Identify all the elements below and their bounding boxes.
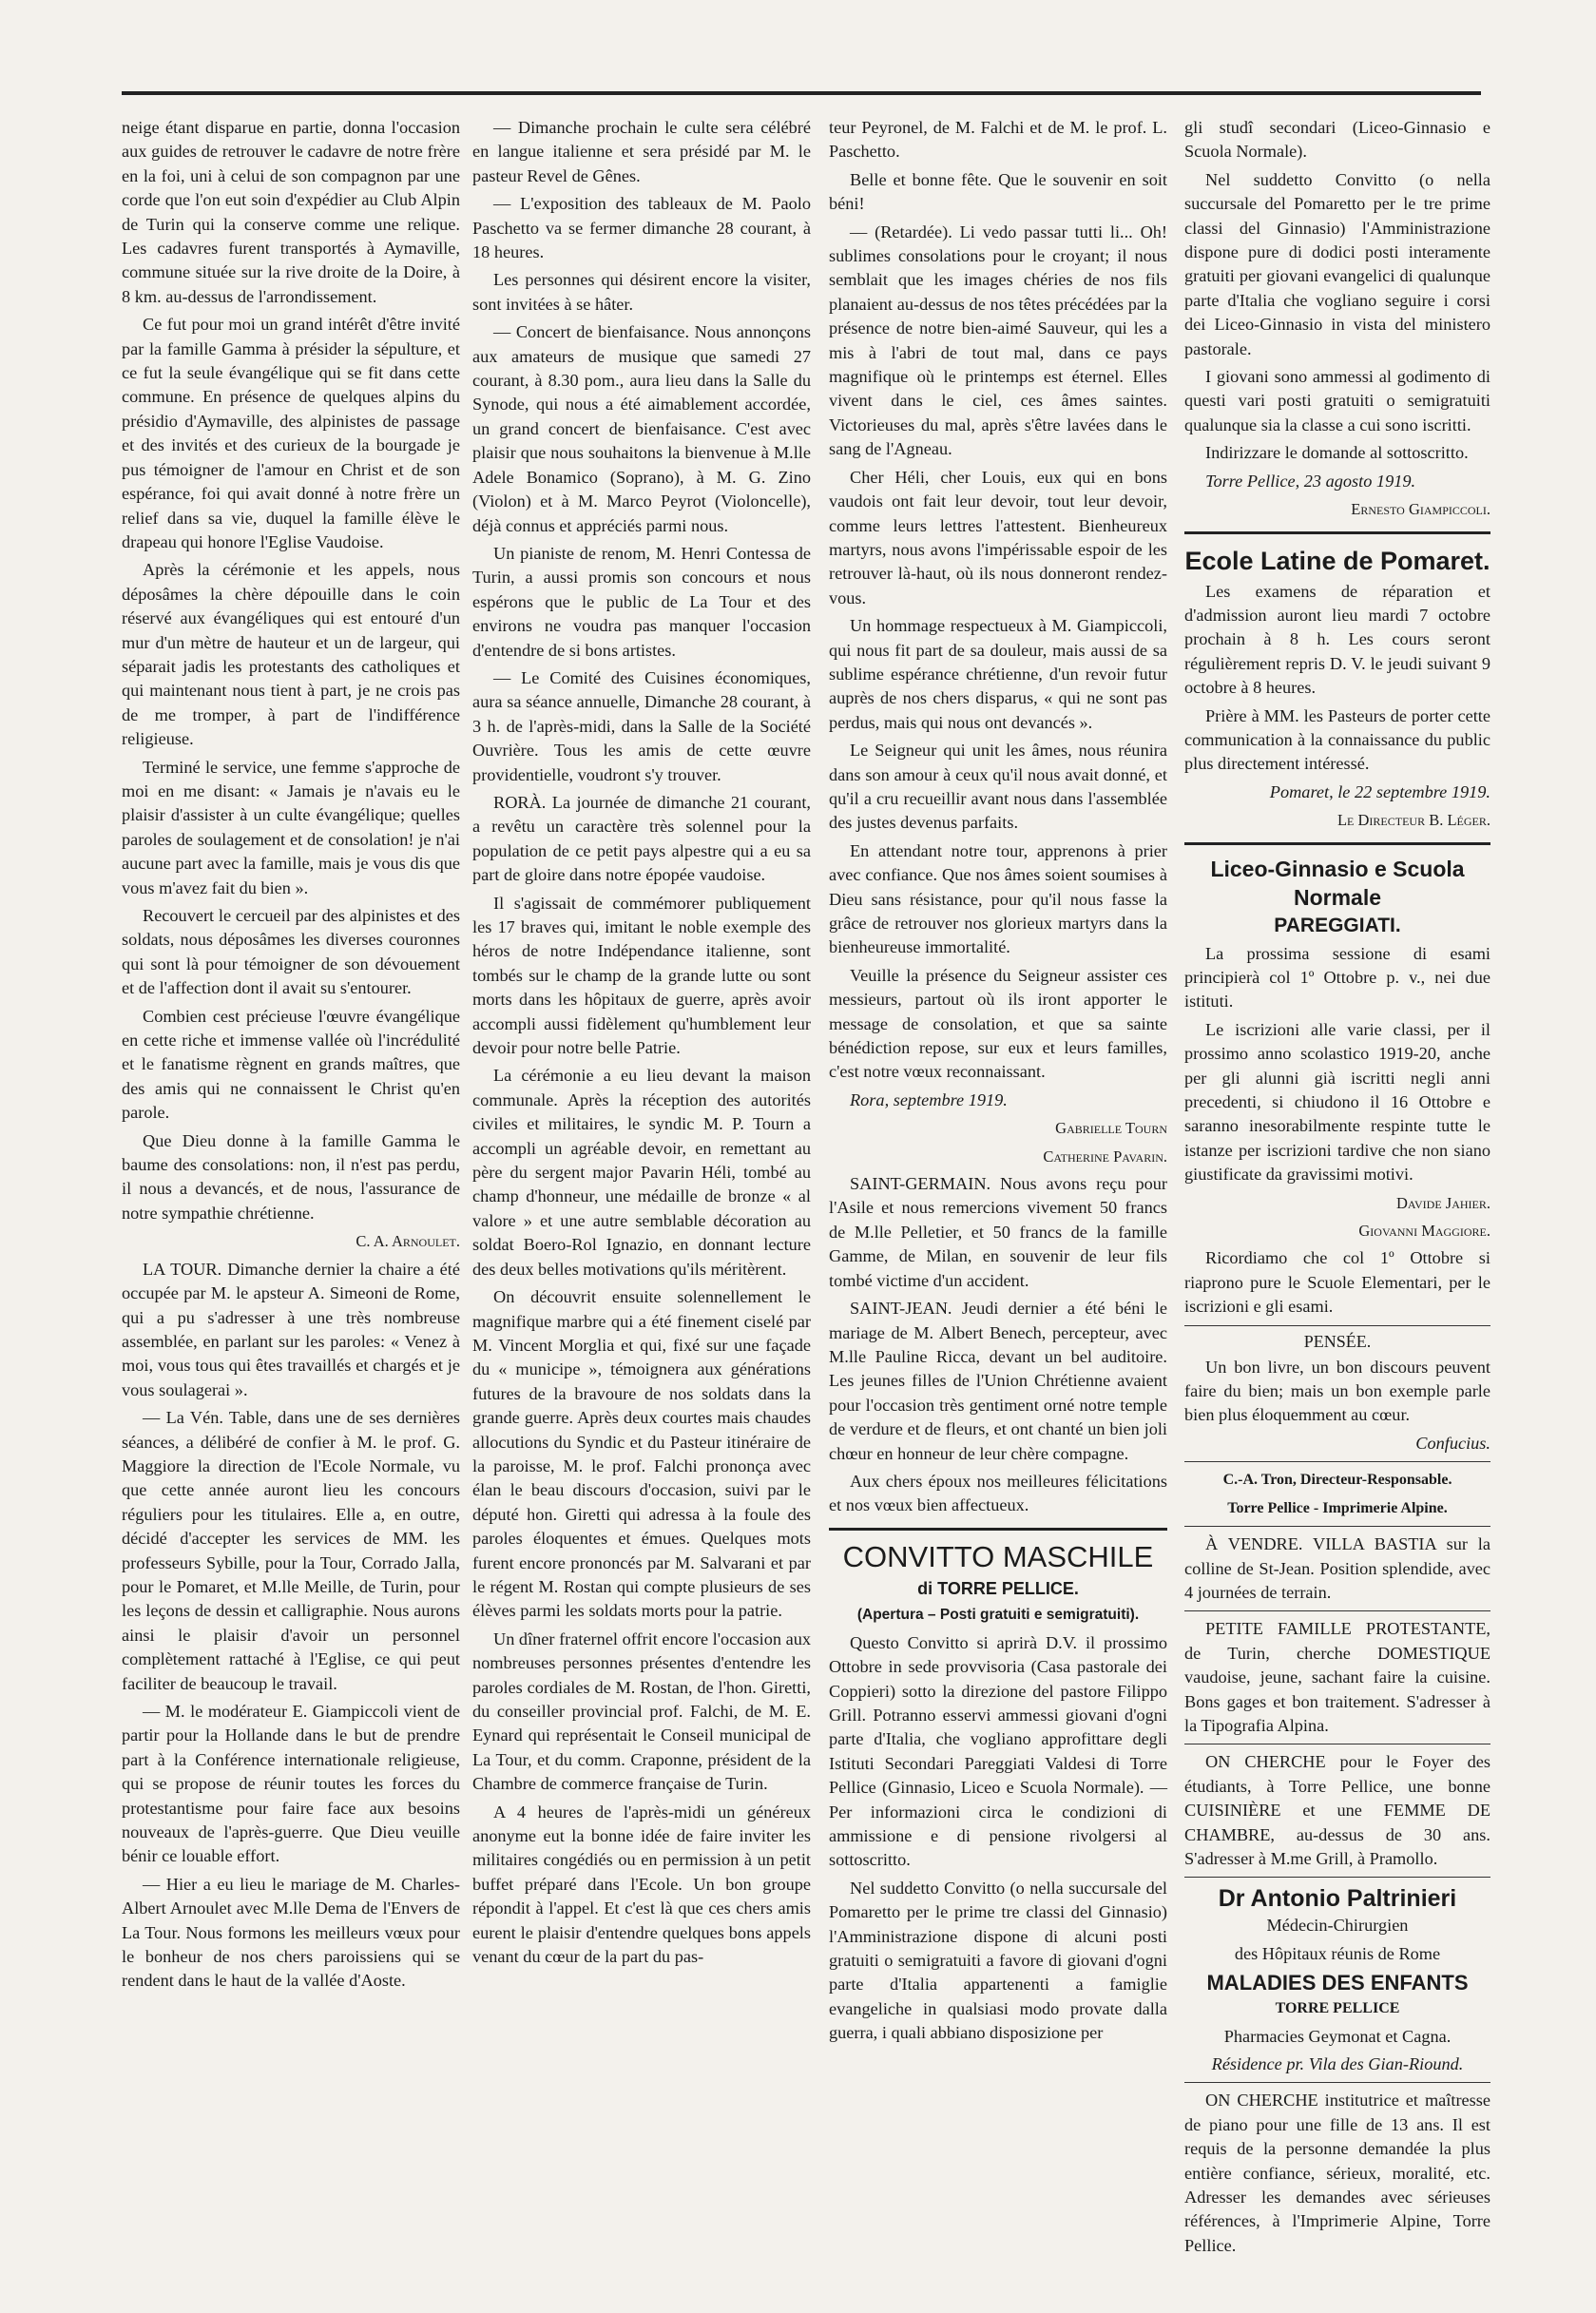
quote-author: Confucius. [1415,1433,1490,1453]
article-paragraph: — (Retardée). Li vedo passar tutti li... Oh! sublimes consolations pour le croyant; il nous semblait que les images chéries de nos fils planaient au-dessus de nos têtes précédées par la présence de notre bien-aimé Sauveur, qui les a mis à l'abri de tout mal, dans ce pays magnifique où le printemps est éternel. Elles vivent dans le ciel, ces âmes saintes. Victorieuses du mal, après s'être lavées dans le sang de l'Agneau. [829,222,1167,459]
article-paragraph: Ricordiamo che col 1º Ottobre si riaprono pure le Scuole Elementari, per le iscrizioni e gli esami. [1184,1248,1490,1317]
article-paragraph: LA TOUR. Dimanche dernier la chaire a été occupée par M. le apsteur A. Simeoni de Rome, qui a pu s'adresser à une très nombreuse assemblée, en parlant sur les paroles: « Venez à moi, vous tous qui êtes travaillés et chargés et je vous soulagerai ». [122,1259,460,1399]
signature: Catherine Pavarin. [1043,1147,1167,1166]
imprint-printer: Torre Pellice - Imprimerie Alpine. [1227,1499,1448,1516]
column-4 [1184,116,1490,2255]
article-paragraph: I giovani sono ammessi al godimento di questi vari posti gratuiti o semigratuiti qualunque sia la classe a cui sono iscritti. [1184,367,1490,434]
article-paragraph: Après la cérémonie et les appels, nous déposâmes la chère dépouille dans le coin réservé aux évangéliques qui est entouré d'un mur d'un mètre de hauteur et un de largeur, qui séparait jadis les protestants des catholiques et qui maintenant nous tient à part, je ne crois pas de me tromper, à part de l'indifférence religieuse. [122,560,460,749]
section-rule [1184,1610,1490,1611]
article-paragraph: Belle et bonne fête. Que le souvenir en soit béni! [829,169,1167,214]
article-paragraph: Combien cest précieuse l'œuvre évangélique en cette riche et immense vallée où l'incrédulité et le fanatisme règnent en grands maîtres, que des amis qui ne connaissent le Christ qu'en parole. [122,1006,460,1123]
article-paragraph: teur Peyronel, de M. Falchi et de M. le prof. L. Paschetto. [829,118,1167,162]
article-paragraph: — Le Comité des Cuisines économiques, aura sa séance annuelle, Dimanche 28 courant, à 3 h. de l'après-midi, dans la Salle de la Société Ouvrière. Tous les amis de cette œuvre providentielle, voudront s'y trouver. [472,667,811,784]
section-rule [1184,2082,1490,2083]
article-paragraph: Que Dieu donne à la famille Gamma le baume des consolations: non, il n'est pas perdu, il nous a devancés, et de nous, l'assurance de notre sympathie chrétienne. [122,1130,460,1223]
classified-ad: À VENDRE. VILLA BASTIA sur la colline de St-Jean. Position splendide, avec 4 journées de terrain. [1184,1534,1490,1602]
article-paragraph: — L'exposition des tableaux de M. Paolo Paschetto va se fermer dimanche 28 courant, à 18 heures. [472,194,811,262]
signature: Giovanni Maggiore. [1358,1222,1490,1241]
article-paragraph: La prossima sessione di esami principierà col 1º Ottobre p. v., nei due istituti. [1184,943,1490,1012]
doctor-specialty: MALADIES DES ENFANTS [1206,1971,1469,1995]
article-paragraph: — La Vén. Table, dans une de ses dernières séances, a délibéré de confier à M. le prof. G. Maggiore la direction de l'Ecole Normale, vu que cette année auront lieu les concours réguliers pour les titulaires. Elle a, en outre, décidé d'accepter les services de MM. les professeurs Sybille, pour la Tour, Corrado Jalla, pour le Pomaret, et M.lle Meille, de Turin, pour les leçons de dessin et calligraphie. Nous aurons ainsi le plaisir d'avoir un personnel complètement rattaché à l'Eglise, ce qui peut faciliter de beaucoup le travail. [122,1408,460,1693]
signature: C. A. Arnoulet. [356,1232,460,1251]
article-paragraph: Veuille la présence du Seigneur assister ces messieurs, partout où ils iront apporter le message de consolation, et que sa sainte bénédiction repose, sur eux et leurs familles, c'est notre vœux reconnaissant. [829,965,1167,1082]
doctor-line: des Hôpitaux réunis de Rome [1234,1943,1441,1963]
article-paragraph: Le Seigneur qui unit les âmes, nous réunira dans son amour à ceux qu'il nous avait donné, et qu'il a cru recueillir avant nous dans l'assemblée des justes devenus parfaits. [829,741,1167,833]
imprint-editor: C.-A. Tron, Directeur-Responsable. [1222,1472,1452,1489]
convitto-subtitle: di TORRE PELLICE. [917,1578,1079,1598]
article-paragraph: Nel suddetto Convitto (o nella succursale del Pomaretto per le tre prime classi del Ginnasio) l'Amministrazione dispone pure di dodici posti interamente gratuiti per giovani evangelici di qualunque parte d'Italia che vogliano seguire i corsi dei Liceo-Ginnasio in vista del ministero pastorale. [1184,169,1490,358]
convitto-title: CONVITTO MASCHILE [842,1539,1154,1573]
liceo-subtitle: PAREGGIATI. [1274,914,1401,936]
article-paragraph: — Dimanche prochain le culte sera célébré en langue italienne et sera présidé par M. le pasteur Revel de Gênes. [472,118,811,185]
top-rule [122,91,1481,95]
article-paragraph: neige étant disparue en partie, donna l'occasion aux guides de retrouver le cadavre de notre frère en la foi, uni à celui de son compagnon par une corde que l'on eut soin d'expédier au Club Alpin de Turin qui la conserve comme une relique. Les cadavres furent transportés à Aymaville, commune située sur la rive droite de la Doire, à 8 km. au-dessus de l'arrondissement. [122,118,460,306]
dateline: Rora, septembre 1919. [850,1089,1008,1109]
article-paragraph: La cérémonie a eu lieu devant la maison communale. Après la réception des autorités civiles et militaires, le syndic M. P. Tourn a accompli un agréable devoir, en remettant au père du sergent major Pavarin Héli, tombé au champ d'honneur, une médaille de bronze « al valore » et une autre semblable décoration au soldat Boero-Rol Ignazio, en donnant lecture des deux belles motivations qu'ils méritèrent. [472,1066,811,1279]
article-paragraph: Cher Héli, cher Louis, eux qui en bons vaudois ont fait leur devoir, tout leur devoir, comme leurs lettres l'attestent. Bienheureux martyrs, nous avons l'impérissable espoir de les retrouver là-haut, où ils nous donneront rendez-vous. [829,467,1167,607]
article-paragraph: RORÀ. La journée de dimanche 21 courant, a revêtu un caractère très solennel pour la population de ce petit pays alpestre qui a eu sa part de gloire dans notre épopée vaudoise. [472,792,811,885]
article-paragraph: Prière à MM. les Pasteurs de porter cette communication à la connaissance du public plus directement intéressé. [1184,705,1490,774]
article-paragraph: Ce fut pour moi un grand intérêt d'être invité par la famille Gamma à présider la sépulture, et ce fut la seule évangélique qui se fit dans cette commune. En présence de quelques alpins du présidio d'Aymaville, des alpinistes de passage et des invités et des curieux de la bourgade je pus témoigner de l'amour en Christ et de son espérance, foi qui avait donné à notre frère un relief dans sa vie, duquel la famille élève le drapeau qui honore l'Eglise Vaudoise. [122,315,460,551]
article-paragraph: gli studî secondari (Liceo-Ginnasio e Scuola Normale). [1184,118,1490,162]
article-paragraph: — Concert de bienfaisance. Nous annonçons aux amateurs de musique que samedi 27 courant, à 8.30 pom., aura lieu dans la Salle du Synode, qui nous a été aimablement accordée, un grand concert de bienfaisance. C'est avec plaisir que nous souhaitons la bienvenue à M.lle Adele Bonamico (Soprano), à M. G. Zino (Violon) et à M. Marco Peyrot (Violoncelle), déjà connus et appréciés parmi nous. [472,322,811,535]
column-3 [829,116,1167,2169]
signature: Ernesto Giampiccoli. [1351,500,1490,519]
section-rule [1184,1526,1490,1527]
signature: Le Directeur B. Léger. [1336,811,1490,830]
article-paragraph: SAINT-GERMAIN. Nous avons reçu pour l'Asile et nous remercions vivement 50 francs de M.lle Pelletier, et 50 francs de la famille Gamme, de Milan, en souvenir de leur fils tombé victime d'un accident. [829,1174,1167,1290]
article-paragraph: A 4 heures de l'après-midi un généreux anonyme eut la bonne idée de faire inviter les militaires congédiés ou en permission à un petit buffet préparé dans l'Ecole. Un bon groupe répondit à l'appel. Et c'est là que ces chers amis eurent le plaisir d'entendre quelques bons appels venant du cœur de la part du pas- [472,1802,811,1967]
quote-text: Un bon livre, un bon discours peuvent faire du bien; mais un bon exemple parle bien plus éloquemment au cœur. [1184,1357,1490,1425]
article-paragraph: Un dîner fraternel offrit encore l'occasion aux nombreuses personnes présentes d'entendre les paroles cordiales de M. Rostan, de l'hon. Giretti, du conseiller provincial prof. Falchi, de M. E. Eynard qui représentait le Conseil municipal de La Tour, et du comm. Craponne, président de la Chambre de commerce française de Turin. [472,1629,811,1794]
liceo-title: Liceo-Ginnasio e Scuola Normale [1210,856,1465,910]
article-paragraph: Questo Convitto si aprirà D.V. il prossimo Ottobre in sede provvisoria (Casa pastorale dei Coppieri) sotto la direzione del pastore Filippo Grill. Potranno esservi ammessi giovani d'ogni parte d'Italia, che vogliano approfittare degli Istituti Secondari Pareggiati Valdesi di Torre Pellice (Ginnasio, Liceo e Scuola Normale). — Per informazioni circa le condizioni di ammissione e di pensione rivolgersi al sottoscritto. [829,1632,1167,1870]
article-paragraph: Terminé le service, une femme s'approche de moi en me disant: « Jamais je n'avais eu le plaisir d'assister à un culte évangélique; quelles paroles de soulagement et de consolation! je n'ai aucune part avec la famille, mais je vous dis que vous m'avez fait du bien ». [122,757,460,897]
doctor-name: Dr Antonio Paltrinieri [1218,1885,1457,1913]
article-paragraph: SAINT-JEAN. Jeudi dernier a été béni le mariage de M. Albert Benech, percepteur, avec M.lle Pauline Ricca, devant un bel auditoire. Les jeunes filles de l'Union Chrétienne avaient pour l'occasion très gentiment orné notre temple de verdure et de fleurs, et ont chanté un bien joli chœur en honneur de leur chère compagne. [829,1299,1167,1463]
dateline: Pomaret, le 22 septembre 1919. [1269,781,1490,801]
convitto-tagline: (Apertura – Posti gratuiti e semigratuiti). [856,1606,1140,1623]
section-rule [1184,1461,1490,1462]
doctor-line: Résidence pr. Vila des Gian-Riound. [1211,2054,1464,2073]
article-paragraph: Les personnes qui désirent encore la visiter, sont invitées à se hâter. [472,270,811,314]
classified-ad: ON CHERCHE institutrice et maîtresse de piano pour une fille de 13 ans. Il est requis de la personne demandée la plus entière confiance, sérieux, moralité, etc. Adresser les demandes avec sérieuses références, à l'Imprimerie Alpine, Torre Pellice. [1184,2091,1490,2255]
section-rule [1184,1877,1490,1878]
ecole-title: Ecole Latine de Pomaret. [1184,546,1490,575]
section-rule [1184,531,1490,534]
signature: Gabrielle Tourn [1055,1119,1167,1138]
article-paragraph: — M. le modérateur E. Giampiccoli vient de partir pour la Hollande dans le but de prendre part à la Conférence internationale religieuse, qui se propose de réunir toutes les forces du protestantisme pour faire face aux besoins nouveaux de l'après-guerre. Que Dieu veuille bénir ce louable effort. [122,1702,460,1866]
article-paragraph: Les examens de réparation et d'admission auront lieu mardi 7 octobre prochain à 8 h. Les cours seront régulièrement repris D. V. le jeudi suivant 9 octobre à 8 heures. [1184,581,1490,698]
classified-ad: PETITE FAMILLE PROTESTANTE, de Turin, cherche DOMESTIQUE vaudoise, jeune, sachant faire la cuisine. Bons gages et bon traitement. S'adresser à la Tipografia Alpina. [1184,1619,1490,1735]
signature: Davide Jahier. [1395,1193,1490,1212]
article-paragraph: Recouvert le cercueil par des alpinistes et des soldats, nous déposâmes les diverses couronnes qui sont là pour témoigner de son dévouement et de l'affection dont il avait su s'entourer. [122,906,460,998]
article-paragraph: Un pianiste de renom, M. Henri Contessa de Turin, a aussi promis son concours et nous espérons que le public de La Tour et des environs ne voudra pas manquer l'occasion d'entendre de si bons artistes. [472,543,811,660]
doctor-line: Pharmacies Geymonat et Cagna. [1223,2026,1452,2046]
article-paragraph: Le iscrizioni alle varie classi, per il prossimo anno scolastico 1919-20, anche per gli alunni già iscritti negli anni precedenti, si chiudono il 16 Ottobre e saranno inesorabilmente respinte tutte le istanze per iscrizioni tardive che non siano giustificate da gravissimi motivi. [1184,1019,1490,1185]
article-paragraph: Il s'agissait de commémorer publiquement les 17 braves qui, imitant le noble exemple des héros de notre Indépendance italienne, sont tombés sur le champ de la grande lutte ou sont morts dans les hôpitaux de guerre, après avoir accompli aussi fidèlement qu'humblement leur devoir pour notre belle Patrie. [472,893,811,1058]
doctor-line: Médecin-Chirurgien [1266,1916,1409,1936]
column-1 [122,116,460,2160]
article-paragraph: Aux chers époux nos meilleures félicitations et nos vœux bien affectueux. [829,1471,1167,1515]
convitto-notice [829,1540,1167,2046]
section-rule [829,1528,1167,1531]
dateline: Torre Pellice, 23 agosto 1919. [1205,471,1416,491]
classified-ad: ON CHERCHE pour le Foyer des étudiants, à Torre Pellice, une bonne CUISINIÈRE et une FEMME DE CHAMBRE, au-dessus de 30 ans. S'adresser à M.me Grill, à Pramollo. [1184,1752,1490,1868]
pensee-title: PENSÉE. [1303,1331,1372,1351]
article-paragraph: Indirizzare le domande al sottoscritto. [1205,443,1469,463]
section-rule [1184,842,1490,845]
article-paragraph: Nel suddetto Convitto (o nella succursale del Pomaretto per le prime tre classi del Ginnasio) l'Amministrazione dispone di alcuni posti gratuiti o semigratuiti a favore di giovani d'ogni parte d'Italia appartenenti a famiglie evangeliche in qualsiasi modo provate dalla guerra, i quali abbiano disposizione per [829,1878,1167,2043]
column-2 [472,116,811,2160]
doctor-city: TORRE PELLICE [1275,2000,1400,2017]
article-paragraph: — Hier a eu lieu le mariage de M. Charles-Albert Arnoulet avec M.lle Dema de l'Envers de La Tour. Nous formons les meilleurs vœux pour le bonheur de nos chers paroissiens qui se rendent dans le haut de la vallée d'Aoste. [122,1874,460,1991]
section-rule [1184,1325,1490,1326]
article-paragraph: En attendant notre tour, apprenons à prier avec confiance. Que nos âmes soient soumises à Dieu sans résistance, pour qu'il nous fasse la grâce de retrouver nos glorieux martyrs dans la bienheureuse immortalité. [829,840,1167,957]
article-paragraph: Un hommage respectueux à M. Giampiccoli, qui nous fit part de sa douleur, mais aussi de sa sublime espérance chrétienne, d'un revoir futur auprès de nos chers disparus, « qui ne sont pas perdus, mais qui nous ont devancés ». [829,616,1167,732]
article-paragraph: On découvrit ensuite solennellement le magnifique marbre qui a été finement ciselé par M. Vincent Morglia et qui, fixé sur une façade du « municipe », témoignera aux générations futures de la bravoure de nos soldats dans la grande guerre. Après deux courtes mais chaudes allocutions du Syndic et du Pasteur itinéraire de la paroisse, M. le prof. Falchi prononça avec élan le beau discours d'occasion, suivi par le député hon. Giretti qui adressa à la foule des paroles éloquentes et émues. Quelques mots furent encore prononcés par M. Salvarani et par le régent M. Rostan qui compte plusieurs de ses élèves parmi les soldats morts pour la patrie. [472,1287,811,1621]
